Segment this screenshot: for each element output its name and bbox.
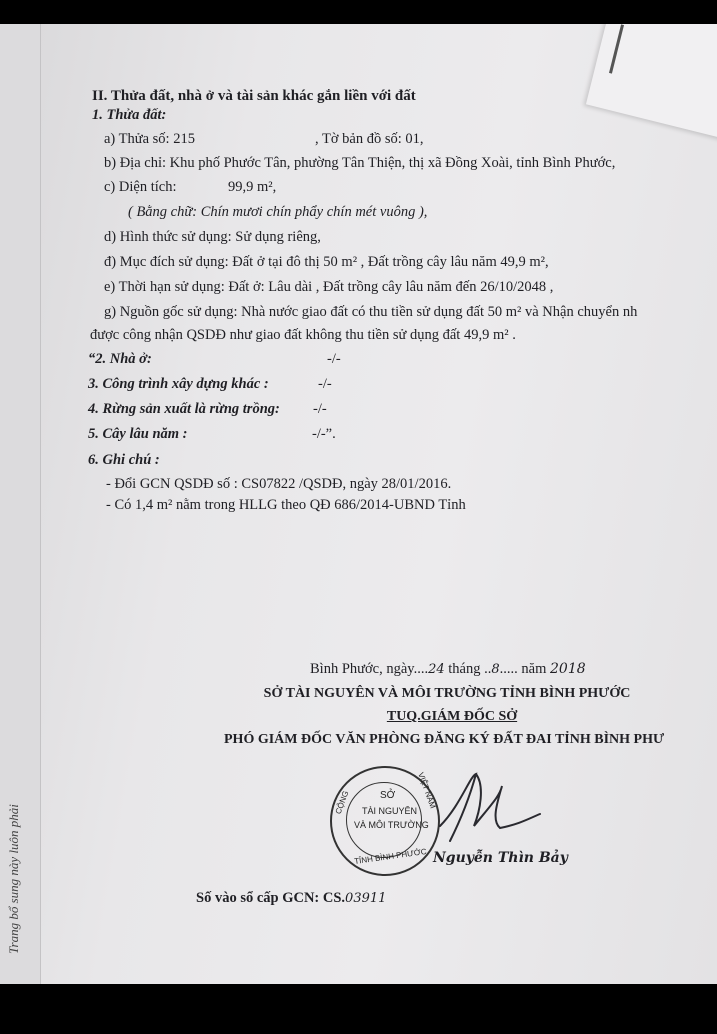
item-perennial: 5. Cây lâu năm : <box>88 426 188 442</box>
note-line-2: - Có 1,4 m² nằm trong HLLG theo QĐ 686/2014-UBND Tỉnh <box>106 497 466 513</box>
area-in-words: ( Bằng chữ: Chín mươi chín phẩy chín mét vuông ), <box>128 204 428 220</box>
seal-ring-bottom: TỈNH BÌNH PHƯỚC <box>353 846 428 867</box>
usage-form: d) Hình thức sử dụng: Sử dụng riêng, <box>104 229 321 245</box>
seal-ring-left: CỘNG <box>333 789 351 816</box>
year-label: ..... năm <box>499 661 550 677</box>
item-forest: 4. Rừng sản xuất là rừng trồng: <box>88 401 280 417</box>
map-sheet: , Tờ bản đồ số: 01, <box>315 131 424 147</box>
item-forest-value: -/- <box>313 401 327 417</box>
registry-handwritten-number: 03911 <box>345 891 387 906</box>
land-origin-continued: được công nhận QSDĐ như giao đất không thu tiền sử dụng đất 49,9 m² . <box>90 327 516 343</box>
place-date <box>310 661 586 678</box>
top-black-bar <box>0 0 717 24</box>
area-value: 99,9 m², <box>228 179 277 195</box>
item-house: “2. Nhà ở: <box>88 351 152 367</box>
department-name: SỞ TÀI NGUYÊN VÀ MÔI TRƯỜNG TỈNH BÌNH PHƯỚC <box>263 686 631 701</box>
item-construction: 3. Công trình xây dựng khác : <box>88 376 269 392</box>
month-label: tháng .. <box>444 661 492 677</box>
official-seal <box>330 766 440 876</box>
date-day: 24 <box>428 662 445 677</box>
registry-label: Số vào sổ cấp GCN: CS. <box>196 890 346 906</box>
seal-ring-right: VIỆT NAM <box>416 771 438 810</box>
signer-name: Nguyễn Thìn Bảy <box>433 850 568 866</box>
item-house-value: -/- <box>327 351 341 367</box>
usage-purpose: đ) Mục đích sử dụng: Đất ở tại đô thị 50 m² , Đất trồng cây lâu năm 49,9 m², <box>104 254 549 270</box>
seal-line-1: SỞ <box>380 790 396 801</box>
place-date-prefix: Bình Phước, ngày.... <box>310 661 429 677</box>
land-origin: g) Nguồn gốc sử dụng: Nhà nước giao đất có thu tiền sử dụng đất 50 m² và Nhận chuyển nh <box>104 304 638 320</box>
registry-number <box>196 890 386 907</box>
bottom-black-bar <box>0 984 717 1034</box>
office-title: PHÓ GIÁM ĐỐC VĂN PHÒNG ĐĂNG KÝ ĐẤT ĐAI TỈNH BÌNH PHƯ <box>224 732 665 747</box>
note-line-1: - Đổi GCN QSDĐ số : CS07822 /QSDĐ, ngày 28/01/2016. <box>106 476 452 492</box>
handwritten-signature <box>430 766 550 856</box>
margin-vertical-text: Trang bổ sung này luôn phải <box>6 804 21 954</box>
section-title: II. Thửa đất, nhà ở và tài sản khác gắn liền với đất <box>92 88 416 104</box>
usage-duration: e) Thời hạn sử dụng: Đất ở: Lâu dài , Đất trồng cây lâu năm đến 26/10/2048 , <box>104 279 554 295</box>
notes-heading: 6. Ghi chú : <box>88 452 160 468</box>
land-heading: 1. Thửa đất: <box>92 107 167 123</box>
document-page <box>0 24 717 984</box>
proxy-title: TUQ.GIÁM ĐỐC SỞ <box>386 709 518 724</box>
item-perennial-value: -/-”. <box>312 426 336 442</box>
seal-line-3: VÀ MÔI TRƯỜNG <box>354 820 429 830</box>
date-month: 8 <box>491 662 500 677</box>
date-year: 2018 <box>550 661 586 677</box>
overlapping-paper-corner <box>586 24 717 141</box>
area-label: c) Diện tích: <box>104 179 177 195</box>
seal-line-2: TÀI NGUYÊN <box>362 806 418 816</box>
item-construction-value: -/- <box>318 376 332 392</box>
land-address: b) Địa chỉ: Khu phố Phước Tân, phường Tân Thiện, thị xã Đồng Xoài, tỉnh Bình Phước, <box>104 155 616 171</box>
parcel-number: a) Thửa số: 215 <box>104 131 195 147</box>
